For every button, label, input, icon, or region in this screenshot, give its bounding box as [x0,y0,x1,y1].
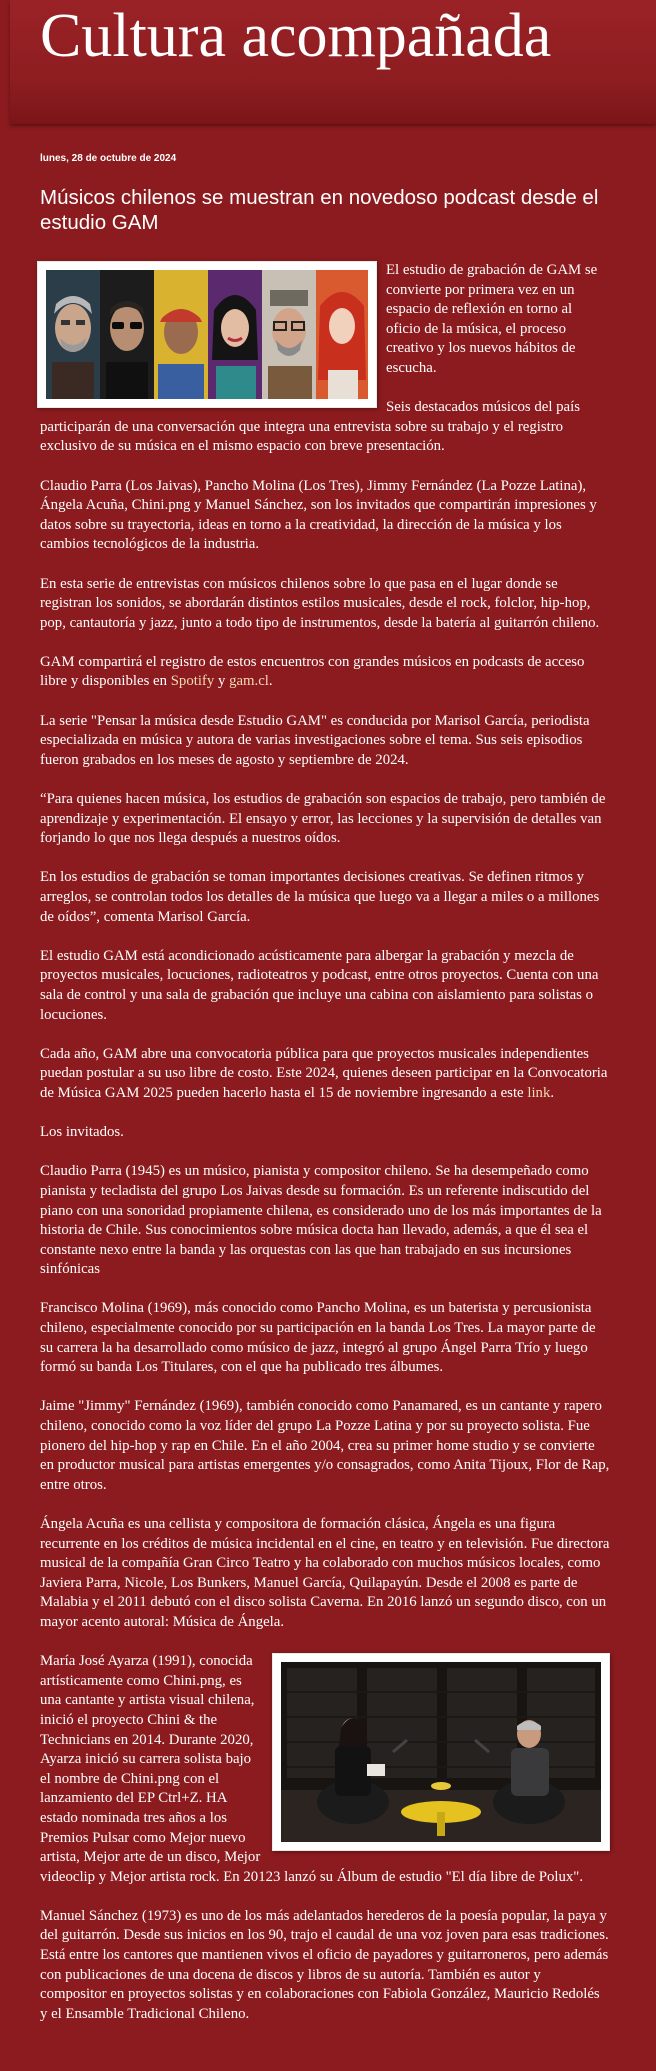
blog-header [10,0,656,124]
share-paragraph [40,653,610,692]
intro-paragraph-2: Seis destacados músicos del país participarán de una conversación que integra una entrevista sobre su trabajo y el registro exclusivo de su música en el mismo espacio con breve presentación. [40,399,580,455]
quote-paragraph-2: En los estudios de grabación se toman importantes decisiones creativas. Se definen ritmos y arreglos, se controlan todos los detalles de la música que luego va a llegar a miles o a millones de oídos”, comenta Marisol García. [40,869,600,925]
portrait-red-hair [316,270,368,399]
studio-interview-photo[interactable] [281,1662,601,1842]
guests-heading: Los invitados. [40,1124,124,1141]
host-paragraph: La serie "Pensar la música desde Estudio GAM" es conducida por Marisol García, periodista especializada en música y autora de varias investigaciones sobre el tema. Sus seis episodios fueron grabados en los meses de agosto y septiembre de 2024. [40,712,590,768]
bio-manuel-sanchez: Manuel Sánchez (1973) es uno de los más adelantados herederos de la poesía popular, la paya y del guitarrón. Desde sus inicios en los 90, trajo el caudal de una voz joven para esas tradiciones. Está entre los cantores que mantienen vivos el oficio de payadores y guitarroneros, pero además con publicaciones de una docena de discos y libros de su autoría. También es autor y compositor en proyectos solistas y en colaboraciones con Fabiola González, Mauricio Redolés y el Ensamble Tradicional Chileno. [40,1907,609,2022]
musicians-collage-image[interactable] [46,270,368,399]
call-text-after: . [550,1084,555,1101]
share-text-before: GAM compartirá el registro de estos encuentros con grandes músicos en podcasts de acceso libre y disponibles en [40,653,585,690]
post-intro [40,261,610,477]
share-text-after: . [268,673,273,690]
spotify-link[interactable]: Spotify [170,673,215,690]
studio-paragraph: El estudio GAM está acondicionado acústicamente para albergar la grabación y mezcla de proyectos musicales, locuciones, radioteatros y podcast, entre otros proyectos. Cuenta con una sala de control y una sala de grabación que incluye una cabina con aislamiento para solistas o locuciones. [40,947,599,1023]
portrait-jimmy-fernandez [154,270,208,399]
studio-photo-container [272,1653,610,1851]
bio-claudio-parra: Claudio Parra (1945) es un músico, pianista y compositor chileno. Se ha desempeñado como pianista y tecladista del grupo Los Jaivas desde su formación. Es un referente indiscutido del piano con una sonoridad propiamente chilena, es considerado uno de los más importantes de la historia de Chile. Sus conocimientos sobre música docta han llevado, además, a que él sea el constante nexo entre la banda y las orquestas con las que han trabajado en sus incursiones sinfónicas [40,1163,602,1278]
musicians-collage-frame [37,261,377,408]
blog-title[interactable]: Cultura acompañada [40,2,552,70]
bio-angela-acuna: Ángela Acuña es una cellista y compositora de formación clásica, Ángela es una figura recurrente en los créditos de música incidental en el cine, en teatro y en televisión. Fue directora musical de la compañía Gran Circo Teatro y ha colaborado con muchos músicos locales, como Javiera Parra, Nicole, Los Bunkers, Manuel García, Quilapayún. Desde el 2008 es parte de Malabia y el 2011 debutó con el disco solista Caverna. En 2016 lanzó un segundo disco, con un mayor acento autoral: Música de Ángela. [40,1516,610,1630]
bio-chini-png: María José Ayarza (1991), conocida artísticamente como Chini.png, es una cantante y artista visual chilena, inició el proyecto Chini & the Technicians en 2014. Durante 2020, Ayarza inició su carrera solista bajo el nombre de Chini.png con el lanzamiento del EP Ctrl+Z. HA estado nominada tres años a los Premios Pulsar como Mejor nuevo artista, Mejor arte de un disco, Mejor videoclip y Mejor artista rock. En 20123 lanzó su Álbum de estudio "El día libre de Polux". [40,1653,584,1885]
portrait-pancho-molina [100,270,154,399]
bio-jimmy-fernandez: Jaime "Jimmy" Fernández (1969), también conocido como Panamared, es un cantante y rapero chileno, conocido como la voz líder del grupo La Pozze Latina y por su proyecto solista. Fue pionero del hip-hop y rap en Chile. En el año 2004, crea su primer home studio y se convierte en productor musical para artistas emergentes y/o consagrados, como Anita Tijoux, Flor de Rap, entre otros. [40,1398,610,1493]
share-text-mid: y [214,673,230,690]
gam-link[interactable]: gam.cl [229,673,269,690]
musicians-collage-container [37,261,377,408]
quote-paragraph-1: “Para quienes hacen música, los estudios de grabación son espacios de trabajo, pero también de aprendizaje y experimentación. El ensayo y error, las lecciones y la supervisión de detalles van forjando lo que nos llega después a nuestros oídos. [40,791,606,847]
studio-photo-frame [272,1653,610,1851]
guests-paragraph: Claudio Parra (Los Jaivas), Pancho Molina (Los Tres), Jimmy Fernández (La Pozze Latina), Ángela Acuña, Chini.png y Manuel Sánchez, son los invitados que compartirán impresiones y datos sobre su trayectoria, ideas en torno a la creatividad, la dirección de la música y los cambios tecnológicos de la industria. [40,477,597,553]
post-content [40,152,610,2044]
post-date: lunes, 28 de octubre de 2024 [40,153,177,164]
call-link[interactable]: link [527,1084,551,1101]
portrait-chini-png [262,270,316,399]
chini-section [40,1652,610,1907]
portrait-claudio-parra [46,270,100,399]
call-text-before: Cada año, GAM abre una convocatoria pública para que proyectos musicales independientes puedan postular a su uso libre de costo. Este 2024, quienes deseen participar en la Convocatoria de Música GAM 2025 pueden hacerlo hasta el 15 de noviembre ingresando a este [40,1045,608,1101]
post-title[interactable]: Músicos chilenos se muestran en novedoso podcast desde el estudio GAM [40,186,599,234]
call-paragraph [40,1045,610,1104]
intro-paragraph-1: El estudio de grabación de GAM se convierte por primera vez en un espacio de reflexión en torno al oficio de la música, el proceso creativo y los nuevos hábitos de escucha. [386,262,598,376]
bio-pancho-molina: Francisco Molina (1969), más conocido como Pancho Molina, es un baterista y percusionista chileno, especialmente conocido por su participación en la banda Los Tres. La mayor parte de su carrera la ha desarrollado como músico de jazz, integró al grupo Ángel Parra Trío y luego formó su banda Los Titulares, con el que ha publicado tres álbumes. [40,1300,596,1376]
portrait-angela-acuna [208,270,262,399]
series-paragraph: En esta serie de entrevistas con músicos chilenos sobre lo que pasa en el lugar donde se registran los sonidos, se abordarán distintos estilos musicales, desde el rock, folclor, hip-hop, pop, cantautoría y jazz, junto a todo tipo de instrumentos, desde la batería al guitarrón chileno. [40,575,600,631]
